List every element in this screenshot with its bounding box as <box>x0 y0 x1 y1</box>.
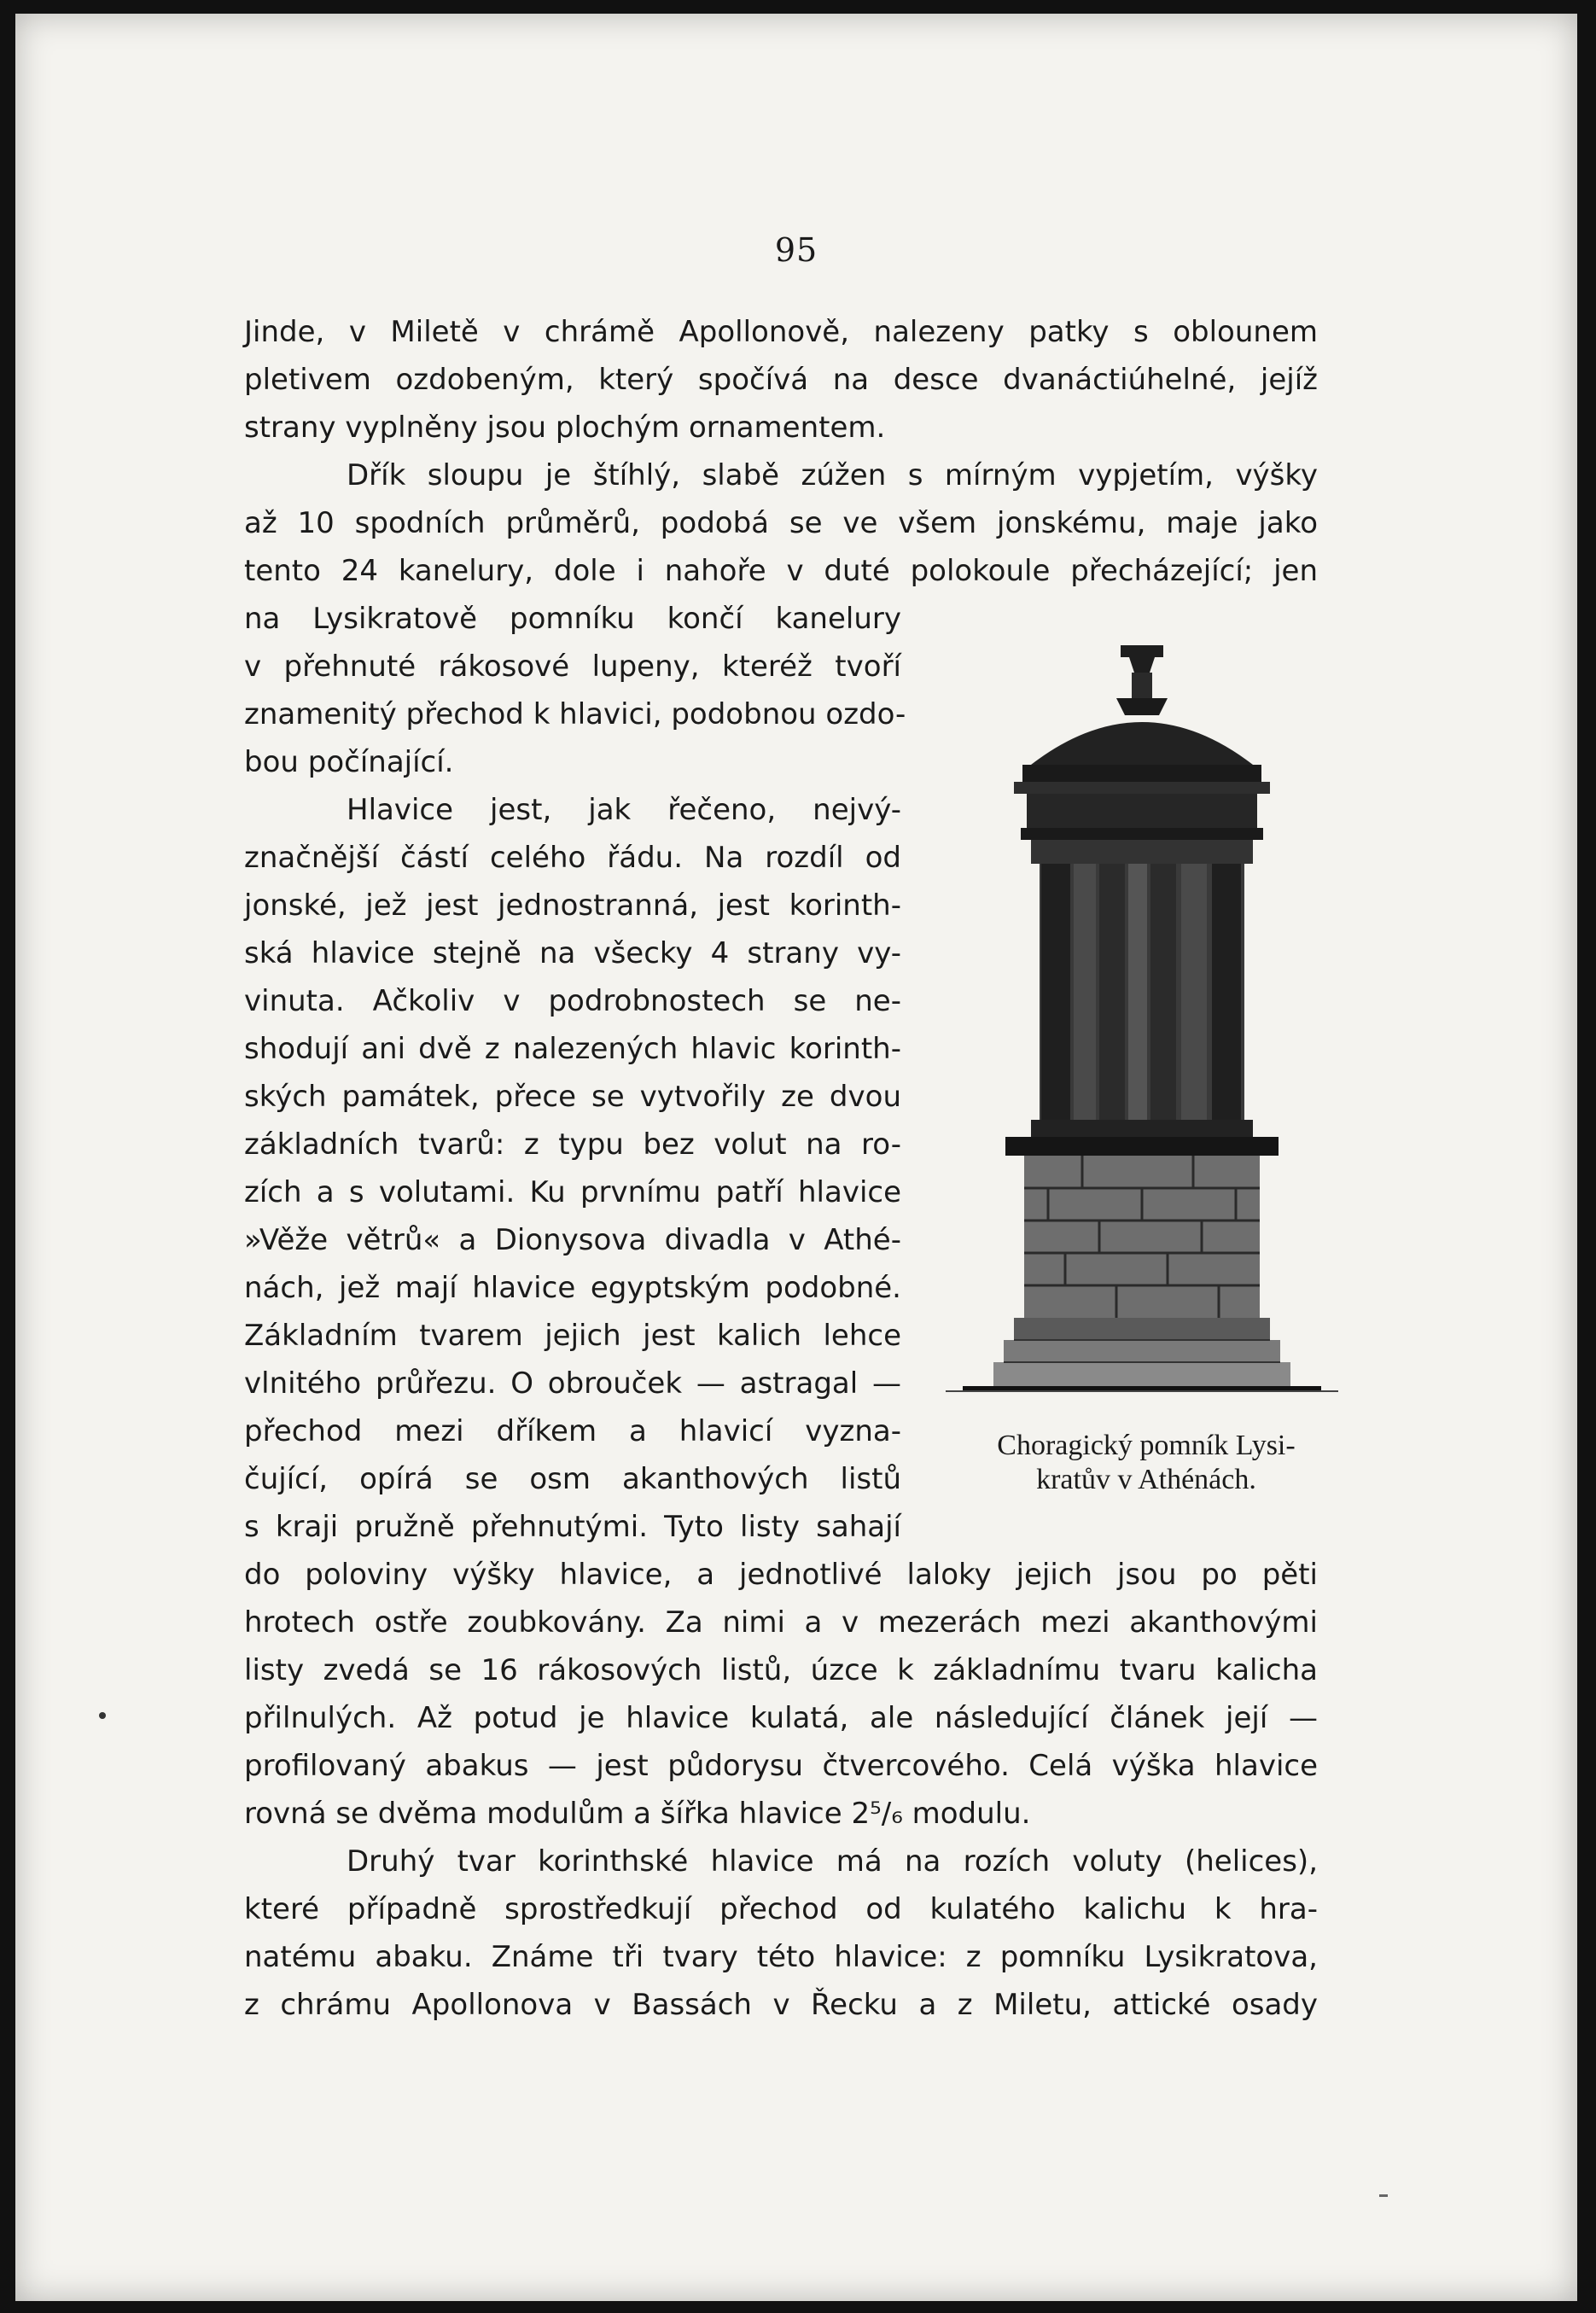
text-line: tento 24 kanelury, dole i nahoře v duté polokoule přecházející; jen <box>244 554 1318 588</box>
text-line: »Věže větrů« a Dionysova divadla v Athé- <box>244 1223 901 1257</box>
text-line: profilovaný abakus — jest půdorysu čtvercového. Celá výška hlavice <box>244 1749 1318 1783</box>
text-line: které případně sprostředkují přechod od kulatého kalichu k hra- <box>244 1892 1318 1926</box>
text-line: Jinde, v Miletě v chrámě Apollonově, nalezeny patky s oblounem <box>244 315 1318 349</box>
text-line: vinuta. Ačkoliv v podrobnostech se ne- <box>244 984 901 1018</box>
text-line: jonské, jež jest jednostranná, jest korinth- <box>244 888 901 923</box>
text-line: z chrámu Apollonova v Bassách v Řecku a z Miletu, attické osady <box>244 1988 1318 2022</box>
text-line: Druhý tvar korinthské hlavice má na rozích voluty (helices), <box>347 1844 1318 1879</box>
text-line: značnější částí celého řádu. Na rozdíl od <box>244 841 901 875</box>
text-line: na Lysikratově pomníku končí kanelury <box>244 602 901 636</box>
text-line: základních tvarů: z typu bez volut na ro- <box>244 1127 901 1162</box>
book-page <box>15 14 1577 2301</box>
figure-caption <box>946 1429 1347 1497</box>
text-line: vlnitého průřezu. O obrouček — astragal — <box>244 1366 901 1401</box>
text-line: nách, jež mají hlavice egyptským podobné. <box>244 1271 901 1305</box>
text-line: v přehnuté rákosové lupeny, kteréž tvoří <box>244 650 901 684</box>
ink-speck <box>1379 2194 1388 2197</box>
text-line: přechod mezi dříkem a hlavicí vyzna- <box>244 1414 901 1448</box>
text-line: až 10 spodních průměrů, podobá se ve všem jonskému, maje jako <box>244 506 1318 540</box>
caption-line: kratův v Athénách. <box>1036 1464 1256 1495</box>
ink-dot <box>99 1712 106 1719</box>
text-line: bou počínající. <box>244 745 454 779</box>
text-line: ských památek, přece se vytvořily ze dvou <box>244 1080 901 1114</box>
text-line: rovná se dvěma modulům a šířka hlavice 2⁵/₆ modulu. <box>244 1797 1031 1831</box>
text-line: Hlavice jest, jak řečeno, nejvý- <box>347 793 901 827</box>
text-line: znamenitý přechod k hlavici, podobnou ozdo- <box>244 697 906 731</box>
page-number: 95 <box>774 231 818 269</box>
text-line: hrotech ostře zoubkovány. Za nimi a v mezerách mezi akanthovými <box>244 1605 1318 1640</box>
text-line: zích a s volutami. Ku prvnímu patří hlavice <box>244 1175 901 1209</box>
text-line: pletivem ozdobeným, který spočívá na desce dvanáctiúhelné, jejíž <box>244 363 1318 397</box>
text-line: přilnulých. Až potud je hlavice kulatá, ale následující článek její — <box>244 1701 1318 1735</box>
text-line: s kraji pružně přehnutými. Tyto listy sahají <box>244 1510 901 1544</box>
choragic-monument-illustration <box>946 645 1338 1413</box>
text-line: natému abaku. Známe tři tvary této hlavice: z pomníku Lysikratova, <box>244 1940 1318 1974</box>
text-line: do poloviny výšky hlavice, a jednotlivé laloky jejich jsou po pěti <box>244 1558 1318 1592</box>
text-line: ská hlavice stejně na všecky 4 strany vy- <box>244 936 901 970</box>
text-line: strany vyplněny jsou plochým ornamentem. <box>244 411 886 445</box>
text-line: shodují ani dvě z nalezených hlavic korinth- <box>244 1032 901 1066</box>
caption-line: Choragický pomník Lysi- <box>997 1430 1296 1461</box>
text-line: Dřík sloupu je štíhlý, slabě zúžen s mírným vypjetím, výšky <box>347 458 1318 492</box>
text-line: Základním tvarem jejich jest kalich lehce <box>244 1319 901 1353</box>
text-line: čující, opírá se osm akanthových listů <box>244 1462 901 1496</box>
text-line: listy zvedá se 16 rákosových listů, úzce k základnímu tvaru kalicha <box>244 1653 1318 1687</box>
